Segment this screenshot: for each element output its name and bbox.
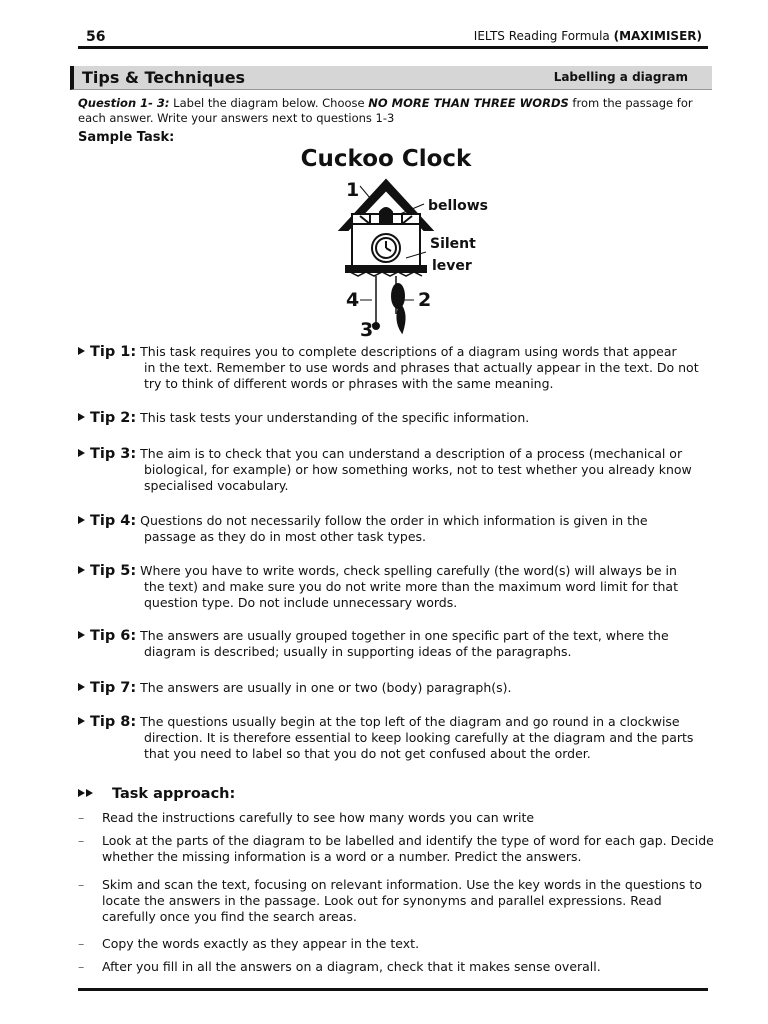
tip-head: Tip 3: <box>90 446 137 462</box>
label-silent: Silent <box>430 236 476 252</box>
step-text: Read the instructions carefully to see how many words you can write <box>102 810 535 825</box>
tip-item <box>78 446 714 494</box>
tip-text: The aim is to check that you can understand a description of a process (mechanical or <box>140 446 683 461</box>
task-approach-title: Task approach: <box>112 786 236 802</box>
cuckoo-door <box>380 208 392 224</box>
tip-text-cont: direction. It is therefore essential to keep looking carefully at the diagram and the parts that you need to label so that you do not get confused about the order. <box>144 730 694 761</box>
step-text: Copy the words exactly as they appear in the text. <box>102 936 420 951</box>
tip-head: Tip 4: <box>90 513 137 529</box>
cuckoo-clock-diagram <box>330 174 500 342</box>
tip-text: Where you have to write words, check spelling carefully (the word(s) will always be in <box>140 563 677 578</box>
banner-title: Tips & Techniques <box>82 68 246 87</box>
tip-text-cont: the text) and make sure you do not write more than the maximum word limit for that question type. Do not include unnecessary words. <box>144 579 678 610</box>
footer-rule <box>78 988 708 991</box>
label-3: 3 <box>360 319 374 341</box>
banner-topic: Labelling a diagram <box>553 70 688 84</box>
book-title-main: IELTS Reading Formula <box>473 29 610 43</box>
tip-item <box>78 628 714 660</box>
pendulum <box>397 304 404 332</box>
step-text: Look at the parts of the diagram to be labelled and identify the type of word for each gap. Decide whether the missing information is a word or a number. Predict the answers. <box>102 833 714 864</box>
tip-item <box>78 563 714 611</box>
tip-text-cont: biological, for example) or how something works, not to test whether you already know specialised vocabulary. <box>144 462 692 493</box>
list-item: – Skim and scan the text, focusing on relevant information. Use the key words in the questions to locate the answers in the passage. Look out for synonyms and parallel expressions. Read carefully once you find the search areas. <box>78 877 714 925</box>
tip-text: This task requires you to complete descriptions of a diagram using words that appear <box>140 344 677 359</box>
tip-item <box>78 513 714 545</box>
bullet-arrow-icon <box>78 516 85 524</box>
book-title <box>474 29 702 43</box>
question-text-before: Label the diagram below. Choose <box>169 96 369 110</box>
tip-text: Questions do not necessarily follow the order in which information is given in the <box>140 513 648 528</box>
list-item: – After you fill in all the answers on a diagram, check that it makes sense overall. <box>78 959 714 975</box>
tip-item <box>78 344 714 392</box>
bullet-arrow-icon <box>78 347 85 355</box>
list-item: – Copy the words exactly as they appear in the text. <box>78 936 714 952</box>
tip-text-cont: diagram is described; usually in supporting ideas of the paragraphs. <box>144 644 572 659</box>
tip-head: Tip 5: <box>90 563 137 579</box>
label-2: 2 <box>418 289 432 311</box>
double-arrow-icon <box>78 786 94 802</box>
tip-item <box>78 680 714 696</box>
step-text: After you fill in all the answers on a diagram, check that it makes sense overall. <box>102 959 601 974</box>
tip-head: Tip 7: <box>90 680 137 696</box>
label-lever: lever <box>432 258 472 274</box>
header-rule <box>78 46 708 49</box>
section-banner <box>70 66 712 90</box>
diagram-title: Cuckoo Clock <box>300 146 472 172</box>
step-text: Skim and scan the text, focusing on relevant information. Use the key words in the questions to locate the answers in the passage. Look out for synonyms and parallel expressions. Read carefully once you find the search areas. <box>102 877 702 924</box>
list-item: – Look at the parts of the diagram to be labelled and identify the type of word for each gap. Decide whether the missing information is a word or a number. Predict the answers. <box>78 833 714 864</box>
tip-item <box>78 410 714 426</box>
bullet-arrow-icon <box>78 413 85 421</box>
task-approach-heading <box>78 786 235 802</box>
tip-text: The answers are usually grouped together in one specific part of the text, where the <box>140 628 669 643</box>
tip-text: The answers are usually in one or two (body) paragraph(s). <box>140 680 512 695</box>
bullet-arrow-icon <box>78 449 85 457</box>
pinecone-weight-right <box>392 284 404 308</box>
bullet-arrow-icon <box>78 683 85 691</box>
label-4: 4 <box>346 289 360 311</box>
tip-text: This task tests your understanding of the specific information. <box>140 410 530 425</box>
tip-head: Tip 6: <box>90 628 137 644</box>
clock-base <box>346 266 426 272</box>
book-title-sub: (MAXIMISER) <box>613 29 702 43</box>
tip-head: Tip 2: <box>90 410 137 426</box>
question-number: Question 1- 3: <box>78 96 170 110</box>
tip-text-cont: in the text. Remember to use words and phrases that actually appear in the text. Do not try to think of different words or phrases with the same meaning. <box>144 360 699 391</box>
label-1: 1 <box>346 179 360 201</box>
page-number: 56 <box>86 29 106 45</box>
tip-text: The questions usually begin at the top left of the diagram and go round in a clockwise <box>140 714 680 729</box>
question-text-after: from the passage for each answer. Write your answers next to questions 1-3 <box>78 96 693 125</box>
question-instructions <box>78 96 708 126</box>
tip-head: Tip 1: <box>90 344 137 360</box>
tip-item <box>78 714 714 762</box>
tip-head: Tip 8: <box>90 714 137 730</box>
bullet-arrow-icon <box>78 717 85 725</box>
sample-task-heading: Sample Task: <box>78 130 175 145</box>
bullet-arrow-icon <box>78 566 85 574</box>
bullet-arrow-icon <box>78 631 85 639</box>
question-emphasis: NO MORE THAN THREE WORDS <box>368 96 569 110</box>
tip-text-cont: passage as they do in most other task types. <box>144 529 427 544</box>
list-item: – Read the instructions carefully to see how many words you can write <box>78 810 714 826</box>
label-bellows: bellows <box>428 198 488 214</box>
